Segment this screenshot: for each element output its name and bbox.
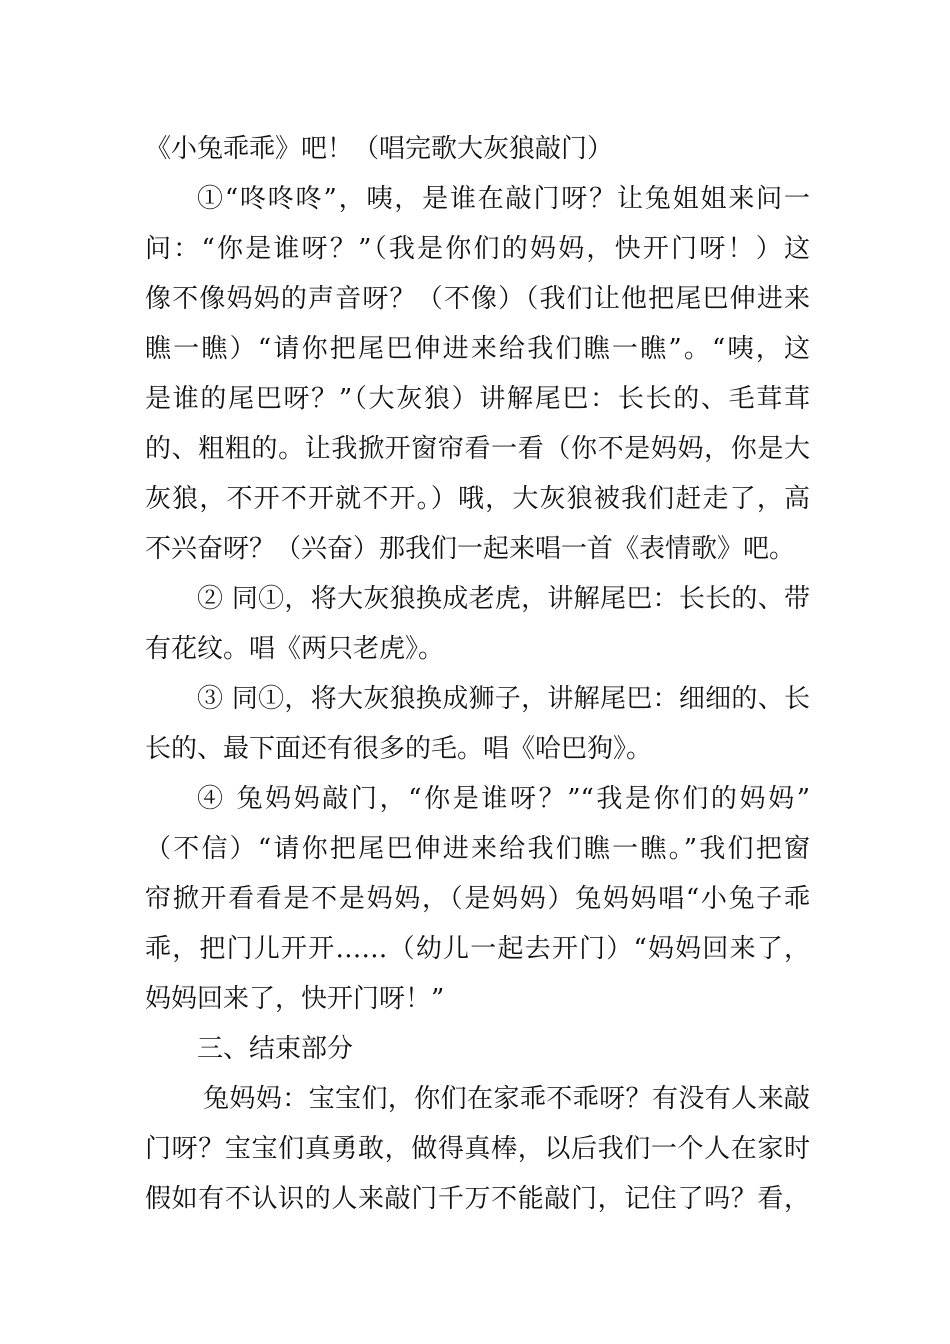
text-line: ③ 同①，将大灰狼换成狮子，讲解尾巴：细细的、长 [197,684,810,714]
section-heading: 三、结束部分 [197,1034,354,1064]
text-line: 门呀？宝宝们真勇敢，做得真棒，以后我们一个人在家时 [145,1134,810,1164]
text-line: 假如有不认识的人来敲门千万不能敲门，记住了吗？看， [145,1184,810,1214]
text-line: ② 同①，将大灰狼换成老虎，讲解尾巴：长长的、带 [197,584,810,614]
text-line: 乖，把门儿开开……（幼儿一起去开门）“妈妈回来了， [145,934,810,964]
text-line: 灰狼，不开不开就不开。）哦，大灰狼被我们赶走了，高 [145,484,810,514]
text-line: 不兴奋呀？（兴奋）那我们一起来唱一首《表情歌》吧。 [145,534,796,564]
text-line: ①“咚咚咚”，咦，是谁在敲门呀？让兔姐姐来问一 [197,184,810,214]
text-line: 妈妈回来了，快开门呀！” [145,984,445,1014]
text-line: 问：“你是谁呀？”（我是你们的妈妈，快开门呀！）这 [145,234,810,264]
text-line: 瞧一瞧）“请你把尾巴伸进来给我们瞧一瞧”。“咦，这 [145,334,810,364]
text-line: 的、粗粗的。让我掀开窗帘看一看（你不是妈妈，你是大 [145,434,810,464]
text-line: 长的、最下面还有很多的毛。唱《哈巴狗》。 [145,734,653,764]
text-line: 兔妈妈：宝宝们，你们在家乖不乖呀？有没有人来敲 [203,1084,810,1114]
text-line: 帘掀开看看是不是妈妈，（是妈妈）兔妈妈唱“小兔子乖 [145,884,810,914]
text-line: 像不像妈妈的声音呀？（不像）（我们让他把尾巴伸进来 [145,284,810,314]
text-line: ④ 兔妈妈敲门，“你是谁呀？”“我是你们的妈妈” [197,784,810,814]
body-text [145,124,810,1224]
text-line: （不信）“请你把尾巴伸进来给我们瞧一瞧。”我们把窗 [145,834,810,864]
text-line: 有花纹。唱《两只老虎》。 [145,634,445,664]
text-line: 《小兔乖乖》吧！（唱完歌大灰狼敲门） [145,134,614,164]
text-line: 是谁的尾巴呀？”（大灰狼）讲解尾巴：长长的、毛茸茸 [145,384,810,414]
